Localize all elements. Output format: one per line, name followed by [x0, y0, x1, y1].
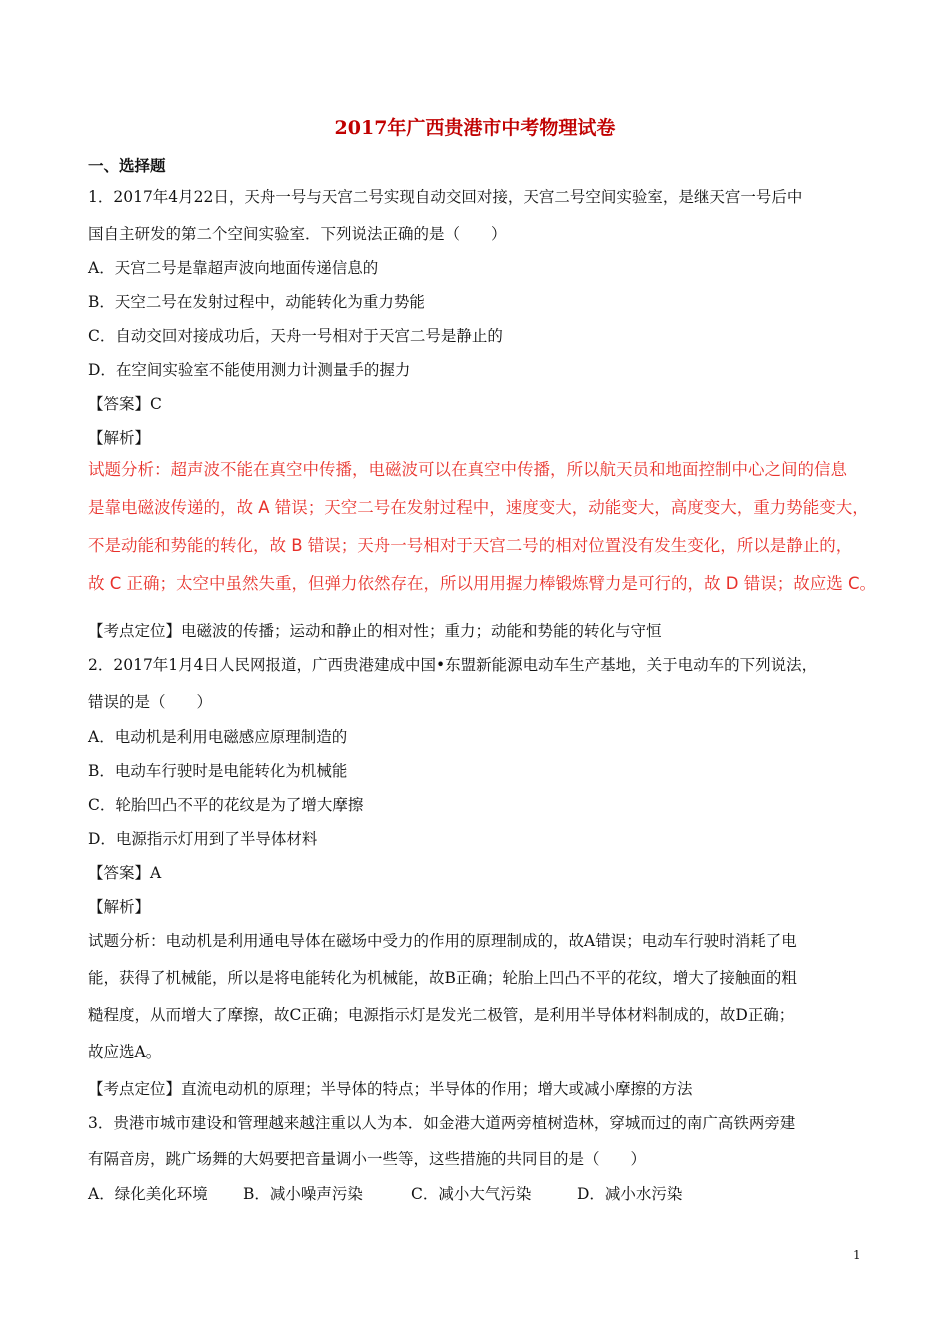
- q1-option-d: D．在空间实验室不能使用测力计测量手的握力: [88, 361, 411, 379]
- q2-option-a: A．电动机是利用电磁感应原理制造的: [88, 728, 348, 746]
- q3-option-b: B．减小噪声污染: [243, 1185, 363, 1203]
- q2-analysis-line-1: 试题分析：电动机是利用通电导体在磁场中受力的作用的原理制成的，故A错误；电动车行驶时消耗了电: [88, 932, 797, 950]
- page-number: 1: [853, 1248, 861, 1262]
- q2-analysis-line-2: 能，获得了机械能，所以是将电能转化为机械能，故B正确；轮胎上凹凸不平的花纹，增大了接触面的粗: [88, 969, 797, 987]
- q3-option-c: C．减小大气污染: [411, 1185, 532, 1203]
- q3-options: [88, 1184, 682, 1204]
- q1-answer: 【答案】C: [88, 395, 162, 413]
- q2-option-c: C．轮胎凹凸不平的花纹是为了增大摩擦: [88, 796, 364, 814]
- q2-analysis-line-3: 糙程度，从而增大了摩擦，故C正确；电源指示灯是发光二极管，是利用半导体材料制成的，故D正确；: [88, 1006, 795, 1024]
- q3-stem-line-1: 3．贵港市城市建设和管理越来越注重以人为本．如金港大道两旁植树造林，穿城而过的南广高铁两旁建: [88, 1114, 796, 1132]
- section-heading: 一、选择题: [88, 156, 166, 175]
- q2-kaodian: 【考点定位】直流电动机的原理；半导体的特点；半导体的作用；增大或减小摩擦的方法: [88, 1080, 693, 1098]
- q1-stem-line-1: 1．2017年4月22日，天舟一号与天宫二号实现自动交回对接，天宫二号空间实验室，是继天宫一号后中: [88, 188, 803, 206]
- q1-kaodian: 【考点定位】电磁波的传播；运动和静止的相对性；重力；动能和势能的转化与守恒: [88, 622, 662, 640]
- q1-analysis-line-3: 不是动能和势能的转化，故 B 错误；天舟一号相对于天宫二号的相对位置没有发生变化，所以是静止的，: [88, 536, 853, 555]
- q1-analysis-label: 【解析】: [88, 429, 151, 447]
- q1-option-b: B．天空二号在发射过程中，动能转化为重力势能: [88, 293, 425, 311]
- q2-option-d: D．电源指示灯用到了半导体材料: [88, 830, 318, 848]
- q1-option-a: A．天宫二号是靠超声波向地面传递信息的: [88, 259, 379, 277]
- q3-option-a: A．绿化美化环境: [88, 1185, 208, 1203]
- q3-option-d: D．减小水污染: [577, 1185, 683, 1203]
- q1-analysis-line-2: 是靠电磁波传递的，故 A 错误；天空二号在发射过程中，速度变大，动能变大，高度变大，重力势能变大，: [88, 498, 869, 517]
- q2-answer: 【答案】A: [88, 864, 162, 882]
- q1-analysis-line-4: 故 C 正确；太空中虽然失重，但弹力依然存在，所以用用握力棒锻炼臂力是可行的，故 D 错误；故应选 C。: [88, 574, 876, 593]
- document-title: 2017年广西贵港市中考物理试卷: [334, 117, 616, 139]
- q2-analysis-label: 【解析】: [88, 898, 151, 916]
- q1-stem-line-2: 国自主研发的第二个空间实验室．下列说法正确的是（ ）: [88, 225, 507, 243]
- q2-analysis-line-4: 故应选A。: [88, 1043, 162, 1061]
- q2-option-b: B．电动车行驶时是电能转化为机械能: [88, 762, 348, 780]
- q2-stem-line-2: 错误的是（ ）: [88, 693, 213, 711]
- q1-analysis-line-1: 试题分析：超声波不能在真空中传播，电磁波可以在真空中传播，所以航天员和地面控制中心之间的信息: [88, 460, 847, 479]
- q1-option-c: C．自动交回对接成功后，天舟一号相对于天宫二号是静止的: [88, 327, 503, 345]
- q2-stem-line-1: 2．2017年1月4日人民网报道，广西贵港建成中国•东盟新能源电动车生产基地，关于电动车的下列说法，: [88, 656, 818, 674]
- q3-stem-line-2: 有隔音房，跳广场舞的大妈要把音量调小一些等，这些措施的共同目的是（ ）: [88, 1150, 647, 1168]
